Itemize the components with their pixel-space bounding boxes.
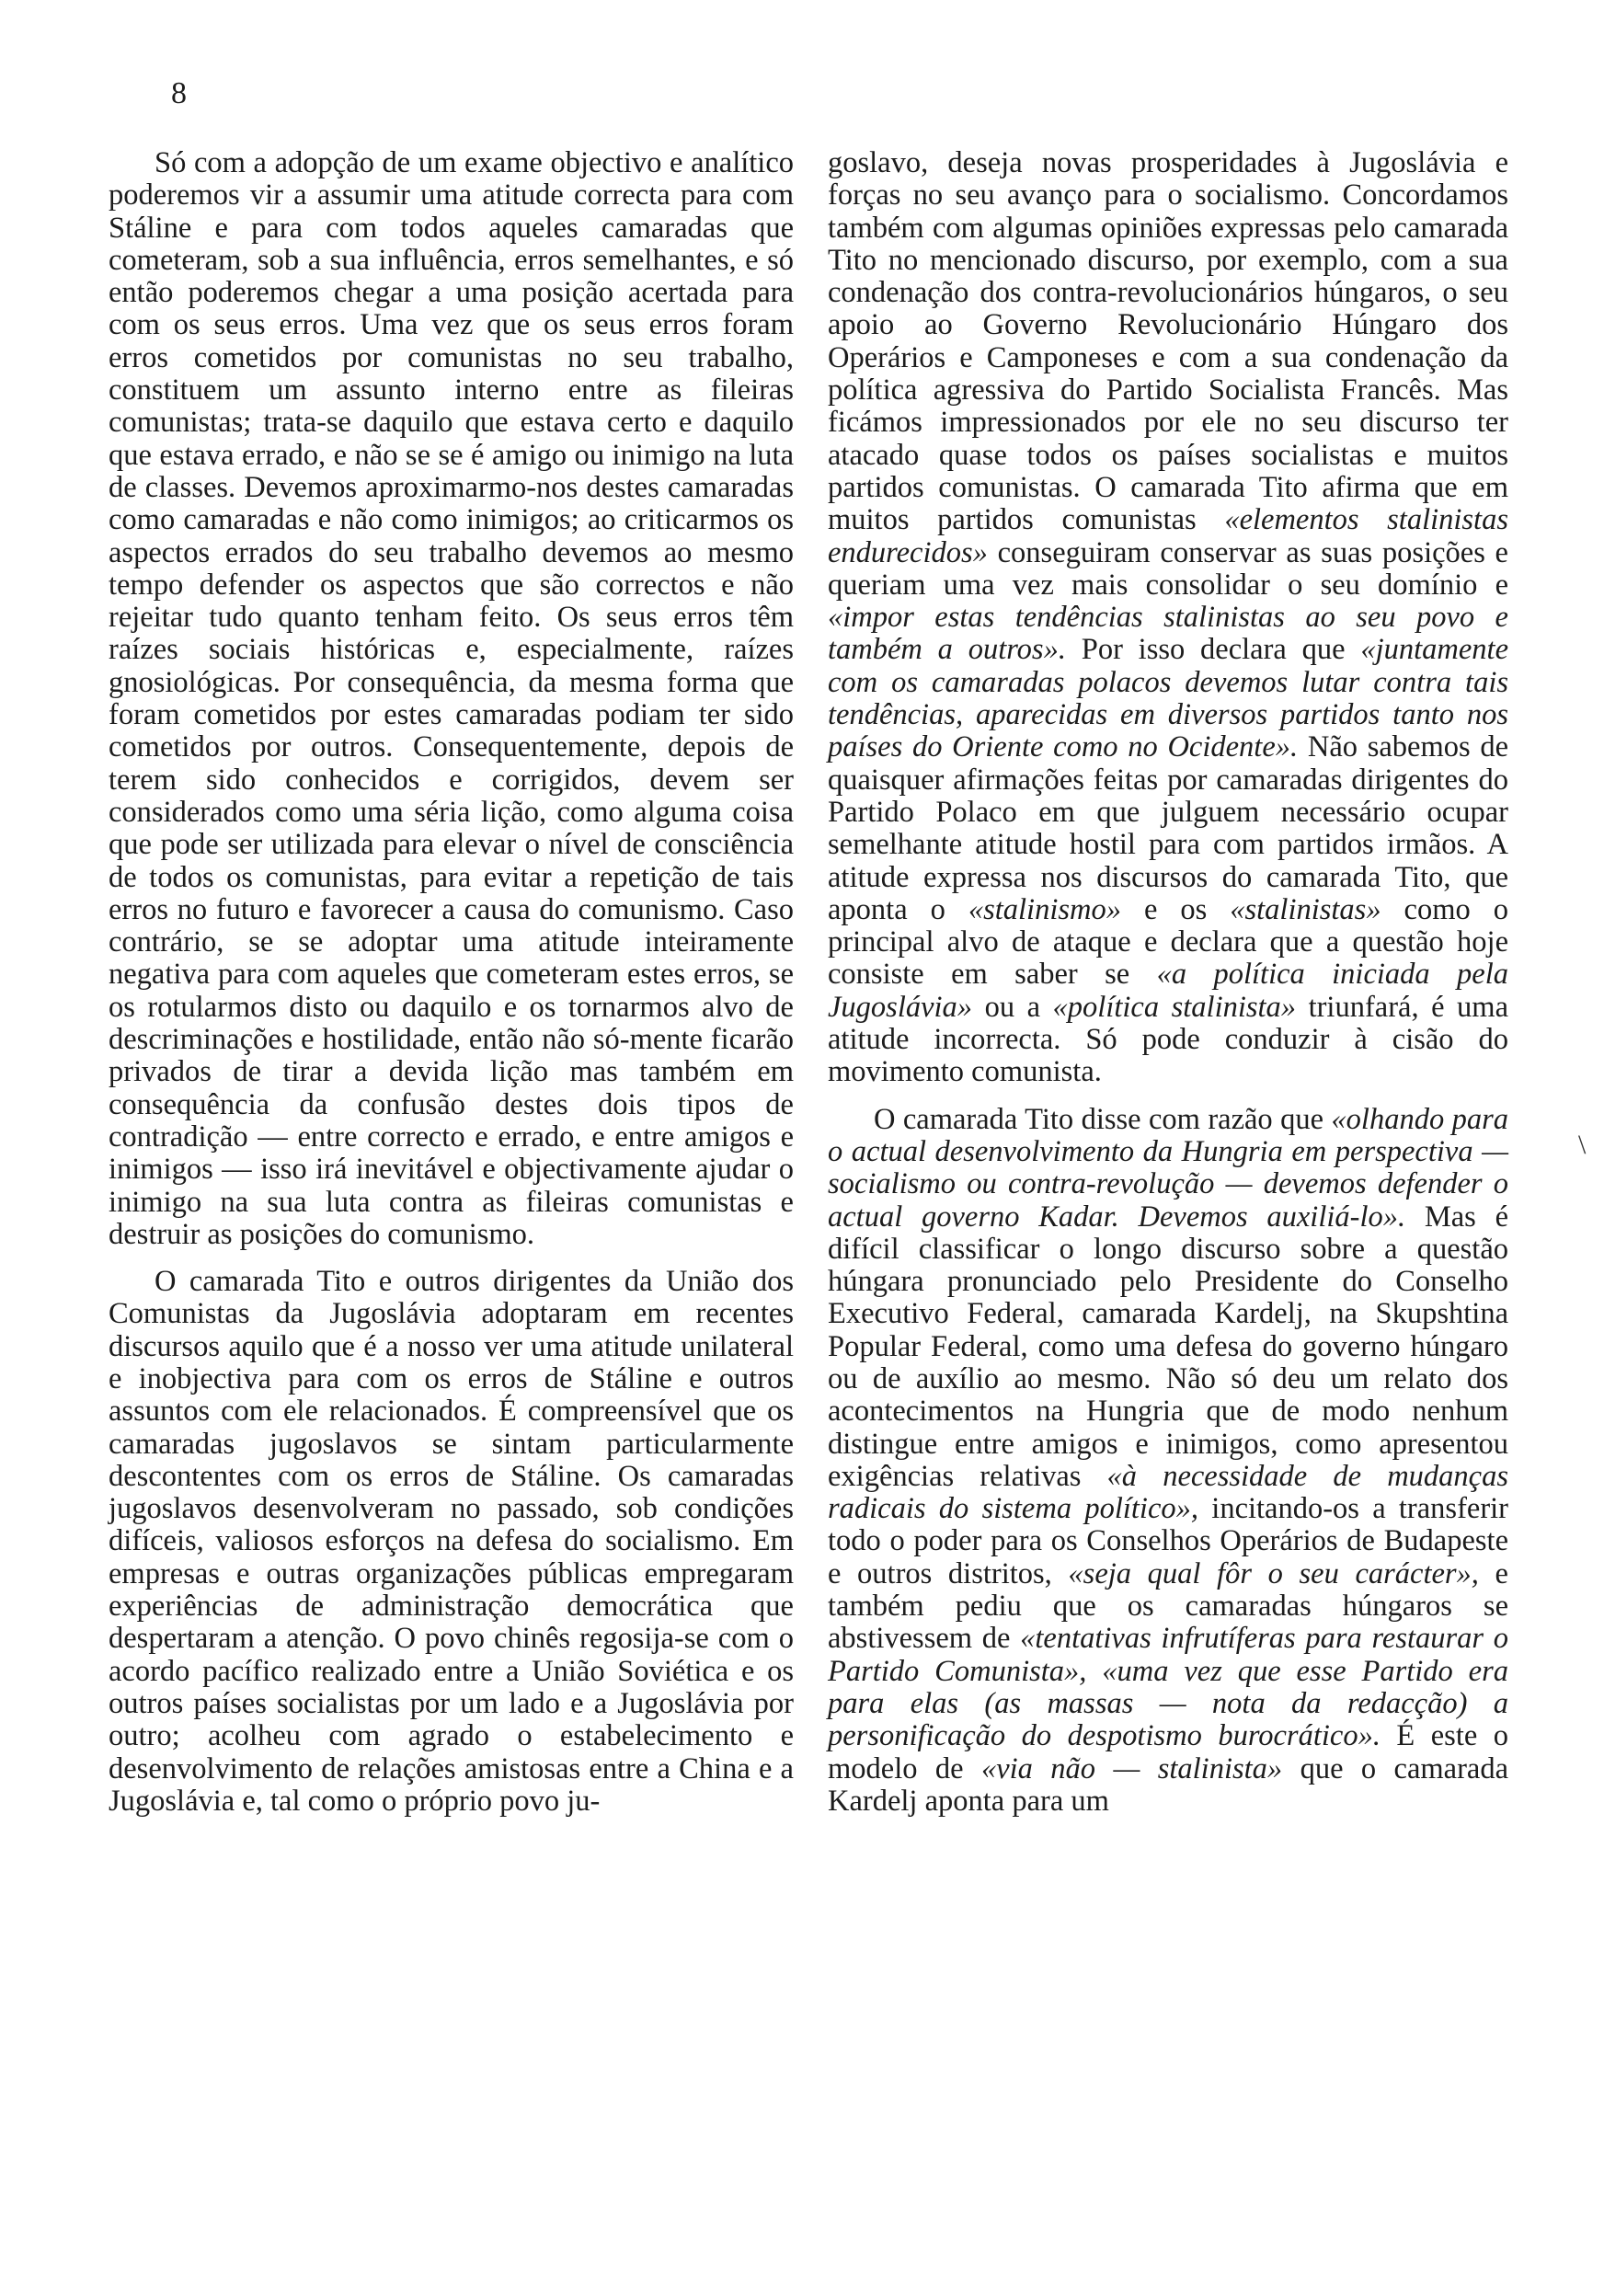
right-column: [828, 147, 1508, 1818]
text-run: conseguiram conservar as suas posições e queriam uma vez mais consolidar o seu domínio e: [828, 535, 1508, 602]
italic-quote: «stalinistas»: [1230, 892, 1381, 926]
text-run: goslavo, deseja novas prosperidades à Jugoslávia e forças no seu avanço para o socialismo. Concordamos também com algumas opiniões expressas pelo camarada Tito no mencionado discurso, por exemplo, com a sua condenação dos contra-revolucionários húngaros, o seu apoio ao Governo Revolucionário Húngaro dos Operários e Camponeses e com a sua condenação da política agressiva do Partido Socialista Francês. Mas ficámos impressionados por ele no seu discurso ter atacado quase todos os países socialistas e muitos partidos comunistas. O camarada Tito afirma que em muitos partidos comunistas: [828, 146, 1508, 537]
paragraph-hungary-kardelj: [828, 1104, 1508, 1819]
italic-quote: «a política iniciada pela Jugoslávia»: [828, 958, 1509, 1024]
text-run: Não sabemos de quaisquer afirmações feitas por camaradas dirigentes do Partido Polaco em que julguem necessário ocupar semelhante atitude hostil para com partidos irmãos. A atitude expressa nos discursos do camarada Tito, que aponta o: [828, 730, 1509, 926]
text-run: que o camarada Kardelj aponta para um: [828, 1751, 1508, 1818]
italic-quote: «à necessidade de mudanças radicais do sistema político»,: [828, 1459, 1508, 1526]
text-run: e os: [1120, 892, 1231, 926]
text-run: Mas é difícil classificar o longo discurso sobre a questão húngara pronunciado pelo Presidente do Conselho Executivo Federal, camarada Kardelj, na Skupshtina Popular Federal, como uma defesa do governo húngaro ou de auxílio ao mesmo. Não só deu um relato dos acontecimentos na Hungria que de modo nenhum distingue entre amigos e inimigos, como apresentou exigências relativas: [828, 1200, 1508, 1493]
italic-quote: «seja qual fôr o seu carácter»,: [1068, 1556, 1479, 1590]
left-column: [109, 147, 794, 1818]
margin-mark: \: [1578, 1130, 1587, 1160]
text-run: e também pediu que os camaradas húngaros se abstivessem de: [828, 1556, 1508, 1656]
italic-quote: «política stalinista»: [1052, 990, 1297, 1024]
italic-quote: «juntamente com os camaradas polacos devemos lutar contra tais tendências, aparecidas em diversos partidos tanto nos países do Oriente como no Ocidente».: [828, 633, 1509, 764]
italic-quote: «elementos stalinistas endurecidos»: [828, 503, 1508, 569]
italic-quote: «via não — stalinista»: [980, 1751, 1283, 1785]
italic-quote: «stalinismo»: [968, 892, 1121, 926]
paragraph-yugoslav-continuation: [828, 147, 1508, 1089]
page-number: 8: [171, 76, 187, 110]
italic-quote: «olhando para o actual desenvolvimento da Hungria em perspectiva — socialismo ou contra-revolução — devemos defender o actual governo Kadar. Devemos auxiliá-lo».: [828, 1102, 1508, 1234]
text-run: Por isso declara que: [1065, 633, 1361, 667]
text-run: incitando-os a transferir todo o poder para os Conselhos Operários de Budapeste e outros distritos,: [828, 1492, 1509, 1590]
paragraph-objective-examination: Só com a adopção de um exame objectivo e analítico poderemos vir a assumir uma atitude correcta para com Stáline e para com todos aqueles camaradas que cometeram, sob a sua influência, erros semelhantes, e só então poderemos chegar a uma posição acertada para com os seus erros. Uma vez que os seus erros foram erros cometidos por comunistas no seu trabalho, constituem um assunto interno entre as fileiras comunistas; trata-se daquilo que estava certo e daquilo que estava errado, e não se se é amigo ou inimigo na luta de classes. Devemos aproximarmo-nos destes camaradas como camaradas e não como inimigos; ao criticarmos os aspectos errados do seu trabalho devemos ao mesmo tempo defender os aspectos que são correctos e não rejeitar tudo quanto tenham feito. Os seus erros têm raízes sociais históricas e, especialmente, raízes gnosiológicas. Por consequência, da mesma forma que foram cometidos por estes camaradas podiam ter sido cometidos por outros. Consequentemente, depois de terem sido conhecidos e corrigidos, devem ser considerados como uma séria lição, como alguma coisa que pode ser utilizada para elevar o nível de consciência de todos os comunistas, para evitar a repetição de tais erros no futuro e favorecer a causa do comunismo. Caso contrário, se se adoptar uma atitude inteiramente negativa para com aqueles que cometeram estes erros, se os rotularmos disto ou daquilo e os tornarmos alvo de descriminações e hostilidade, então não só-mente ficarão privados de tirar a devida lição mas também em consequência da confusão destes dois tipos de contradição — entre correcto e errado, e entre amigos e inimigos — isso irá inevitável e objectivamente ajudar o inimigo na sua luta contra as fileiras comunistas e destruir as posições do comunismo.: [109, 146, 794, 1251]
paragraph-tito-yugoslav-leaders: O camarada Tito e outros dirigentes da União dos Comunistas da Jugoslávia adoptaram em recentes discursos aquilo que é a nosso ver uma atitude unilateral e inobjectiva para com os erros de Stáline e outros assuntos com ele relacionados. É compreensível que os camaradas jugoslavos se sintam particularmente descontentes com os erros de Stáline. Os camaradas jugoslavos desenvolveram no passado, sob condições difíceis, valiosos esforços na defesa do socialismo. Em empresas e outras organizações públicas empregaram experiências de administração democrática que despertaram a atenção. O povo chinês regosija-se com o acordo pacífico realizado entre a União Soviética e os outros países socialistas por um lado e a Jugoslávia por outro; acolheu com agrado o estabelecimento e desenvolvimento de relações amistosas entre a China e a Jugoslávia e, tal como o próprio povo ju-: [109, 1265, 794, 1818]
text-run: É este o modelo de: [828, 1719, 1508, 1785]
text-run: como o principal alvo de ataque e declara que a questão hoje consiste em saber se: [828, 892, 1508, 992]
text-run: triunfará, é uma atitude incorrecta. Só pode conduzir à cisão do movimento comunista.: [828, 990, 1508, 1089]
text-run: ou a: [972, 990, 1053, 1024]
italic-quote: «tentativas infrutíferas para restaurar o Partido Comunista», «uma vez que esse Partido era para elas (as massas — nota da redacção) a personificação do despotismo burocrático».: [828, 1622, 1509, 1753]
text-run: O camarada Tito disse com razão que: [874, 1102, 1332, 1136]
italic-quote: «impor estas tendências stalinistas ao seu povo e também a outros».: [828, 601, 1508, 667]
